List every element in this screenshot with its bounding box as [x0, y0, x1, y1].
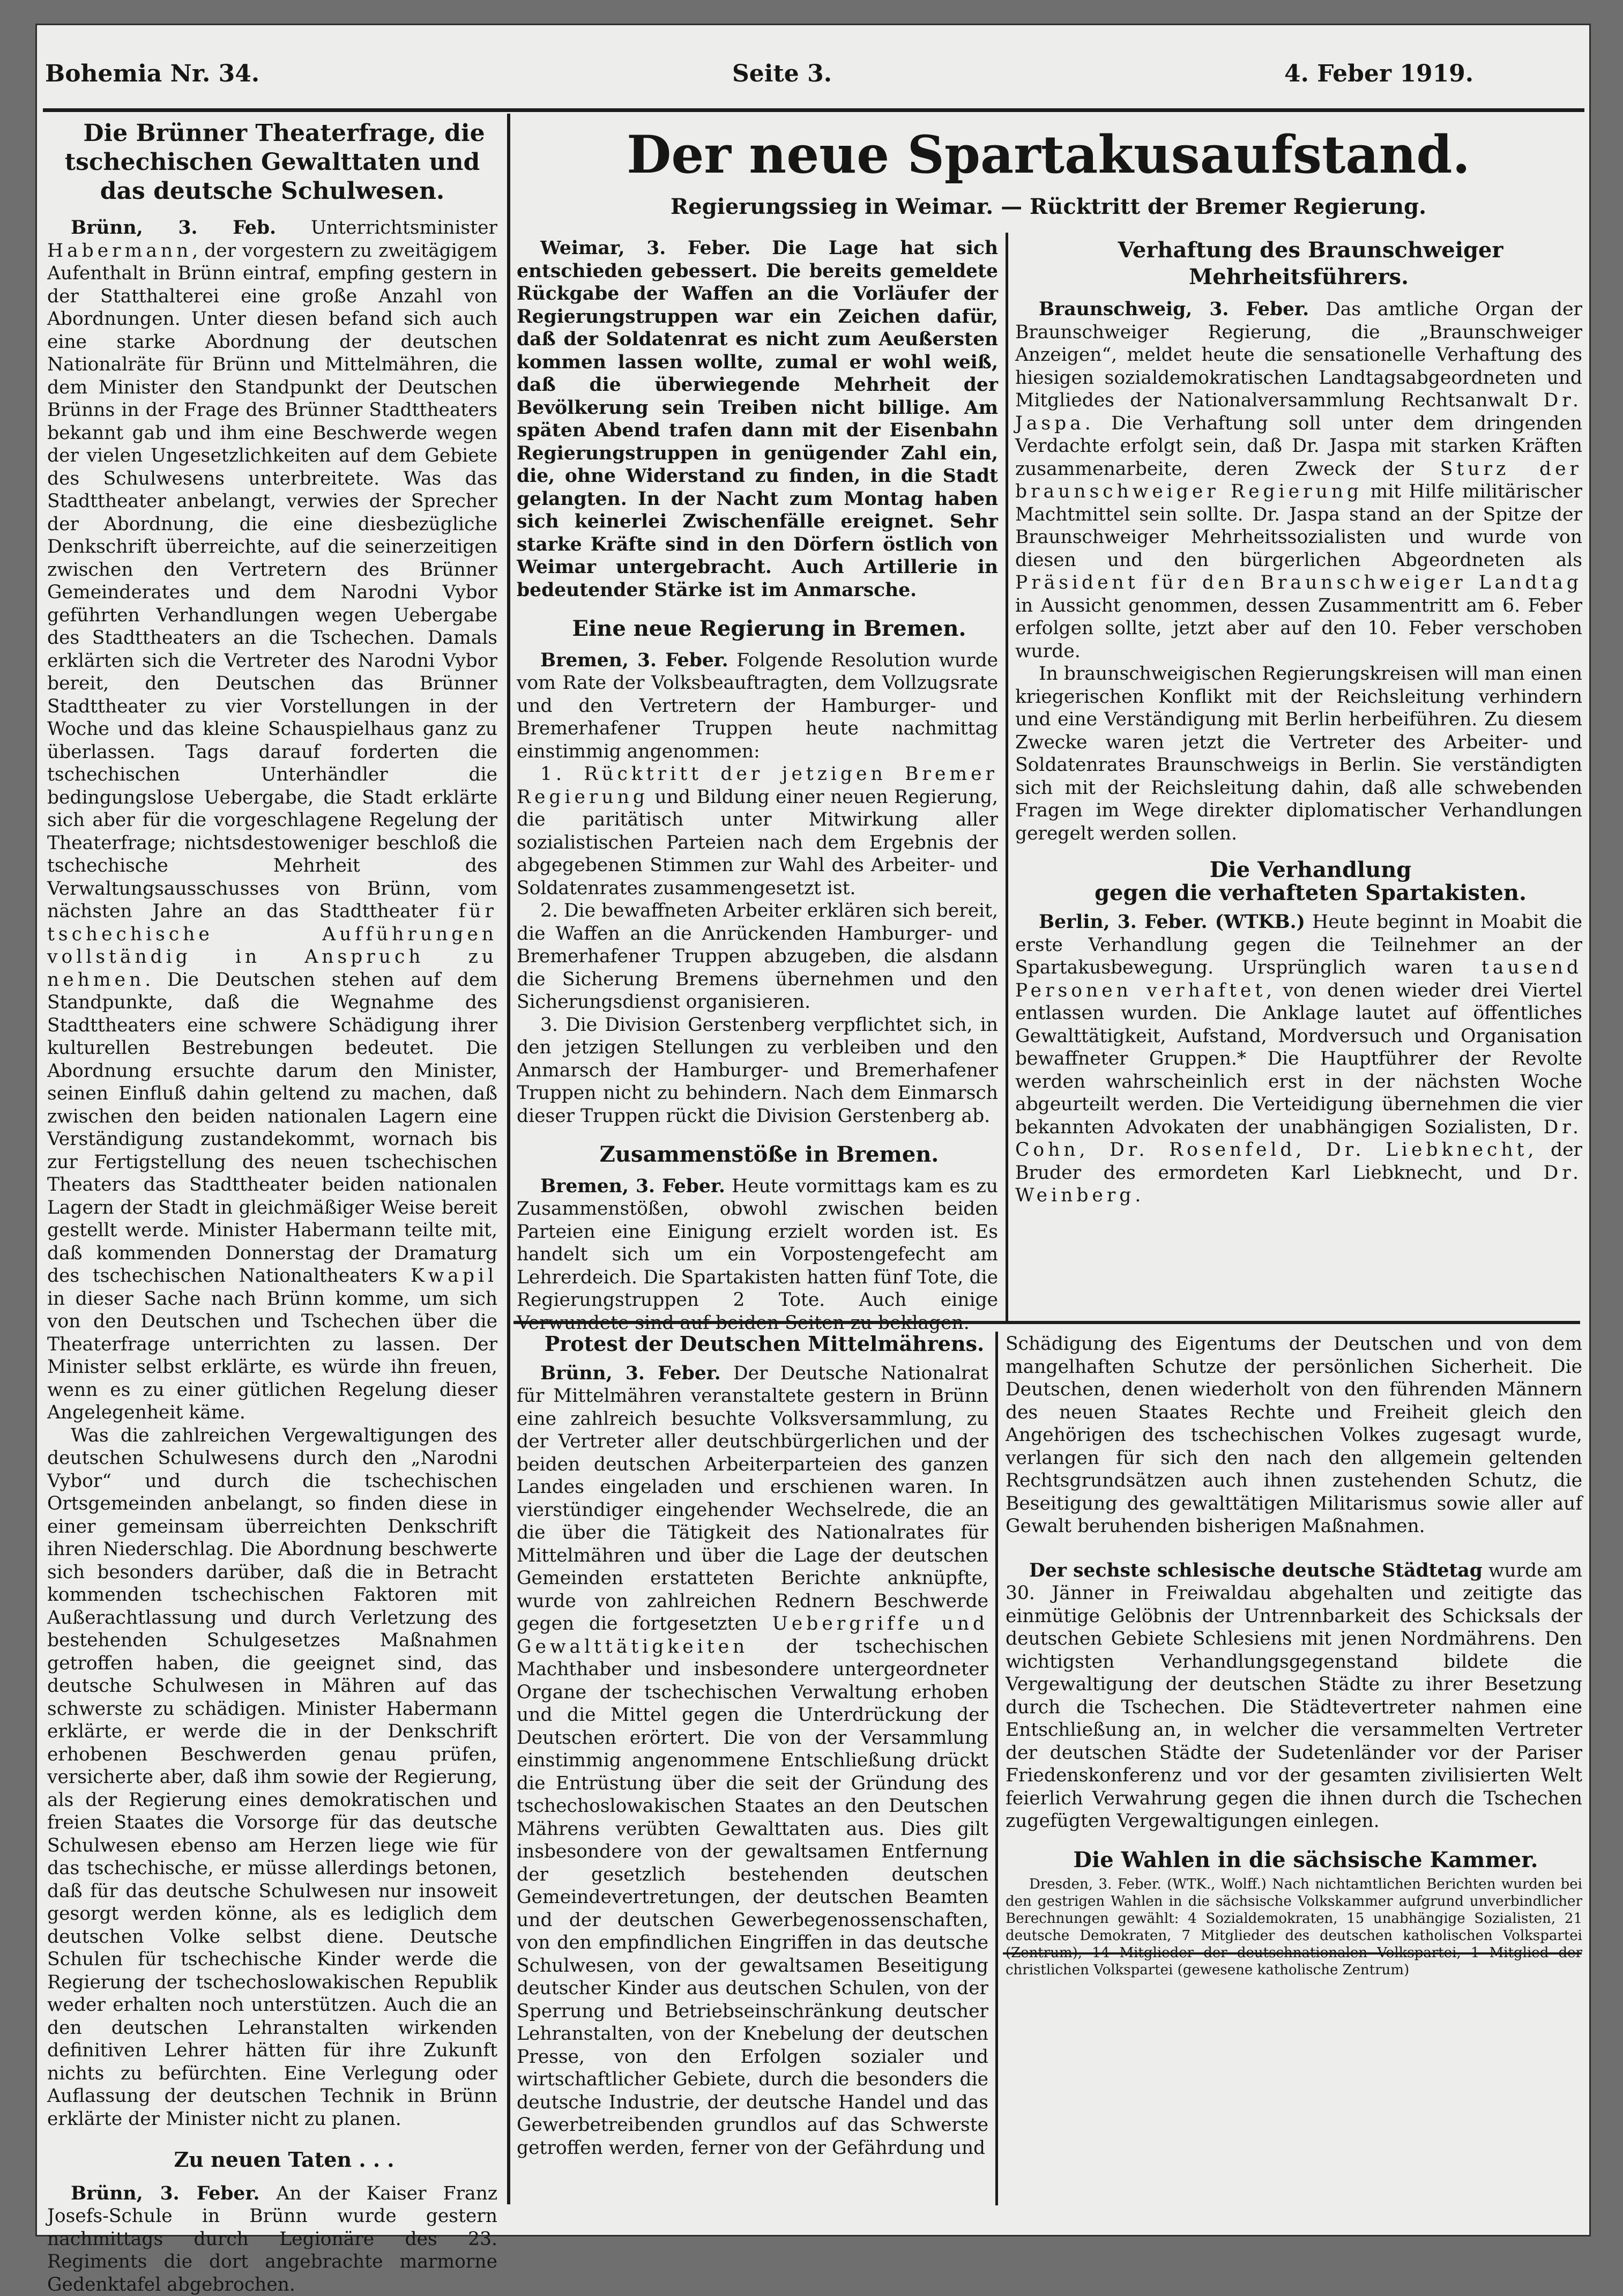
dateline: Berlin, 3. Feber. (WTKB.) [1039, 911, 1305, 933]
text: Die Lage hat sich entschieden gebessert. Die bereits gemeldete Rückgabe der Waffen an die Vorläufer der Regierungstruppen war ein Zeichen dafür, daß der Soldatenrat es nicht zum Aeußersten kommen lassen wollte, zumal er wohl weiß, daß die überwiegende Mehrheit der Bevölkerung sein Treiben nicht billige. Am späten Abend trafen dann mit der Eisenbahn Regierungstruppen in genügender Zahl ein, die, ohne Widerstand zu finden, in die Stadt gelangten. In der Nacht zum Montag haben sich keinerlei Zwischenfälle ereignet. Sehr starke Kräfte sind in den Dörfern östlich von Weimar untergebracht. Auch Artillerie in bedeutender Stärke ist im Anmarsche. [517, 237, 998, 601]
paragraph-small: Dresden, 3. Feber. (WTK., Wolff.) Nach nichtamtlichen Berichten wurden bei den gestrigen Wahlen in die sächsische Volkskammer aufgrund unverbindlicher Berechnungen gewählt: 4 Sozialdemokraten, 15 unabhängige Sozialisten, 21 deutsche Demokraten, 7 Mitglieder des deutschen katholischen Volkspartei (Zentrum), 14 Mitglieder der deutschnationalen Volkspartei, 1 Mitglied der christlichen Volkspartei (gewesene katholische Zentrum) [1006, 1876, 1582, 1978]
text: wurde am 30. Jänner in Freiwaldau abgehalten und zeitigte das einmütige Gelöbnis der Untrennbarkeit des Schicksals der deutschen Gebiete Schlesiens mit jenen Nordmährens. Den wichtigsten Verhandlungsgegenstand bildete die Vergewaltigung der deutschen Städte zu ihrer Besetzung durch die Tschechen. Die Städtevertreter nahmen eine Entschließung an, in welcher die versammelten Vertreter der deutschen Städte der Sudetenländer vor der Pariser Friedenskonferenz und vor der gesamten zivilisierten Welt feierlich Verwahrung gegen die ihnen durch die Tschechen zugefügten Vergewaltigungen einlegen. [1006, 1559, 1583, 1832]
dateline: Brünn, 3. Feber. [540, 1362, 721, 1384]
text: Heute beginnt in Moabit die erste Verhandlung gegen die Teilnehmer an der Spartakusbewegung. Ursprünglich waren [1015, 911, 1583, 978]
headline-bruenn-theater: Die Brünner Theaterfrage, die tschechischen Gewalttaten und das deutsche Schulwesen. [64, 120, 485, 205]
text: Der Deutsche Nationalrat für Mittelmähren veranstaltete gestern in Brünn eine zahlreich besuchte Volksversammlung, zu der Vertreter aller deutschbürgerlichen und der beiden deutschen Arbeiterparteien des ganzen Landes eingeladen und erschienen waren. In vierstündiger eingehender Wechselrede, die an die über die Tätigkeit des Nationalrates für Mittelmähren und über die Lage der deutschen Gemeinden erstatteten Berichte anknüpfte, wurde von zahlreichen Rednern Beschwerde gegen die fortgesetzten [517, 1362, 988, 1634]
paragraph: Schädigung des Eigentums der Deutschen und von dem mangelhaften Schutze der persönlichen Sicherheit. Die Deutschen, denen wiederholt von den führenden Männern des neuen Staates Rechte und Freiheit gleich den Angehörigen des tschechischen Volkes zugesagt wurde, verlangen für sich den nach den allgemein geltenden Rechtsgrundsätzen auch ihnen zustehenden Schutz, die Beseitigung des gewalttätigen Militarismus sowie aller auf Gewalt beruhenden bisherigen Maßnahmen. [1006, 1333, 1582, 1537]
column-rule-3 [995, 1332, 998, 2205]
staedtetag-lead: Der sechste schlesische deutsche Städtetag [1029, 1559, 1483, 1581]
names-advokaten: Dr. Cohn, Dr. Rosenfeld, Dr. Liebknecht [1015, 1116, 1582, 1161]
text: Das amtliche Organ der Braunschweiger Regierung, die „Braunschweiger Anzeigen“, meldet heute die sensationelle Verhaftung des hiesigen sozialdemokratischen Landtagsabgeordneten und Mitgliedes der Nationalversammlung Rechtsanwalt [1015, 299, 1583, 411]
text: in Aussicht genommen, dessen Zusammentritt am 6. Feber erfolgen sollte, jetzt aber auf den 10. Feber verschoben wurde. [1015, 595, 1582, 662]
headline-regierung-bremen: Eine neue Regierung in Bremen. [572, 616, 966, 641]
spaced-text: Sturz der braunschweiger Regierung [1015, 458, 1582, 502]
dateline: Weimar, 3. Feber. [540, 237, 751, 259]
article-continuation-staedtetag-sachsen [1006, 1333, 1582, 2201]
text: Heute vormittags kam es zu Zusammenstößen, obwohl zwischen beiden Parteien eine Einigung erzielt worden ist. Es handelt sich um ein Vorpostengefecht am Lehrerdeich. Die Spartakisten hatten fünf Tote, die Regierungstruppen 2 Tote. Auch einige Verwundete sind auf beiden Seiten zu beklagen. [517, 1175, 999, 1334]
page-header-page-number: Seite 3. [732, 60, 832, 87]
dateline: Brünn, 3. Feb. [71, 217, 277, 239]
text: . Die Deutschen stehen auf dem Standpunkte, daß die Wegnahme des Stadttheaters eine schwere Schädigung ihrer kulturellen Bestrebungen bedeutet. Die Abordnung ersuchte darum den Minister, seinen Einfluß dahin geltend zu machen, daß zwischen den beiden nationalen Lagern eine Verständigung zustandekommt, wornach bis zur Fertigstellung des neuen tschechischen Theaters das Stadttheater beiden nationalen Lagern der Stadt in gleichmäßiger Weise bereit gestellt werde. Minister Habermann teilte mit, daß kommenden Donnerstag der Dramaturg des tschechischen Nationaltheaters [47, 969, 497, 1287]
spaced-text: Uebergriffe und Gewalttätigkeiten [517, 1613, 989, 1658]
main-headline: Der neue Spartakusaufstand. [627, 124, 1470, 185]
text: Unterrichtsminister [310, 217, 498, 239]
text: , der vorgestern zu zweitägigem Aufenthalt in Brünn eintraf, empfing gestern in der Statthalterei eine große Anzahl von Abordnungen. Unter diesen befand sich auch eine starke Abordnung der deutschen Nationalräte für Brünn und Mittelmähren, die dem Minister den Standpunkt der Deutschen Brünns in der Frage des Brünner Stadttheaters bekannt gab und ihm eine Beschwerde wegen der vielen Ungesetzlichkeiten auf dem Gebiete des Schulwesens unterbreitete. Was das Stadttheater anbelangt, verwies der Sprecher der Abordnung, die eine diesbezügliche Denkschrift überreichte, auf die seinerzeitigen zwischen den Vertretern des Brünner Gemeinderates und dem Narodni Vybor geführten Verhandlungen wegen Uebergabe des Stadttheaters an die Tschechen. Damals erklärten sich die Vertreter des Narodni Vybor bereit, den Deutschen das Brünner Stadttheater zu vier Vorstellungen in der Woche und das kleine Schauspielhaus ganz zu überlassen. Tags darauf forderten die tschechischen Unterhändler die bedingungslose Uebergabe, die Stadt erklärte sich aber für die vorgeschlagene Regelung der Theaterfrage; nichtsdestoweniger beschloß die tschechische Mehrheit des Verwaltungsausschusses von Brünn, vom nächsten Jahre an das Stadttheater [47, 240, 497, 922]
headline-verhandlung-sub: gegen die verhafteten Spartakisten. [1095, 880, 1527, 905]
text: An der Kaiser Franz Josefs-Schule in Brünn wurde gestern nachmittags durch Legionäre des 23. Regiments die dort angebrachte marmorne Gedenktafel abgebrochen. [47, 2182, 497, 2295]
column-rule-2 [1006, 233, 1008, 1321]
dateline: Bremen, 3. Feber. [540, 1175, 725, 1197]
name-kwapil: Kwapil [410, 1265, 498, 1287]
header-rule [43, 108, 1584, 112]
headline-braunschweig: Verhaftung des Braunschweiger Mehrheitsführers. [1118, 237, 1503, 289]
text: , von denen wieder drei Viertel entlassen wurden. Die Anklage lautet auf öffentliches Gewalttätigkeit, Aufstand, Mordversuch und Organisation bewaffneter Gruppen.* Die Hauptführer der Revolte werden wahrscheinlich erst in der nächsten Woche abgeurteilt werden. Die Verteidigung übernehmen die vier bekannten Advokaten der unabhängigen Sozialisten, [1015, 979, 1582, 1138]
headline-verhandlung: Die Verhandlung [1209, 857, 1412, 882]
page-header-issue: Bohemia Nr. 34. [45, 60, 260, 87]
text: mit Hilfe militärischer Machtmittel sein sollte. Dr. Jaspa stand an der Spitze der Braunschweiger Mehrheitssozialisten und wurde von diesen und den bürgerlichen Abgeordneten als [1015, 481, 1582, 571]
text: in dieser Sache nach Brünn komme, um sich von den Deutschen und Tschechen über die Theaterfrage unterrichten zu lassen. Der Minister selbst erklärte, es würde ihn freuen, wenn es zu einer gütlichen Regelung dieser Angelegenheit käme. [47, 1288, 497, 1423]
text: , der Bruder des ermordeten Karl Liebknecht, und [1015, 1139, 1582, 1184]
article-protest-mittelmaehren [517, 1333, 988, 2201]
text: und Bildung einer neuen Regierung, die paritätisch unter Mitwirkung aller sozialistischen Parteien nach dem Ergebnis der abgegebenen Stimmen zur Wahl des Arbeiter- und Soldatenrates zusammengesetzt ist. [517, 786, 999, 899]
article-weimar-bremen [517, 237, 999, 1334]
paragraph: 3. Die Division Gerstenberg verpflichtet sich, in den jetzigen Stellungen zu verbleiben und den Anmarsch der Hamburger- und Bremerhafener Truppen nicht zu behindern. Nach dem Einmarsch dieser Truppen rückt die Division Gerstenberg ab. [517, 1014, 998, 1127]
page-header-date: 4. Feber 1919. [1284, 60, 1474, 87]
paragraph: 2. Die bewaffneten Arbeiter erklären sich bereit, die Waffen an die Anrückenden Hamburger- und Bremerhafener Truppen abzugeben, die alsdann die Sicherung Bremens übernehmen und den Sicherungsdienst organisieren. [517, 900, 998, 1013]
spaced-text: Präsident für den Braunschweiger Landtag [1015, 572, 1582, 593]
newspaper-page [35, 24, 1591, 2295]
column-rule-1 [507, 114, 510, 2204]
headline-zusammenstoesse: Zusammenstöße in Bremen. [599, 1142, 939, 1167]
text: . [1135, 1185, 1141, 1206]
spaced-text: tausend Personen verhaftet [1015, 957, 1583, 1001]
spaced-text: für tschechische Aufführungen vollständig in Anspruch zu nehmen [47, 901, 497, 991]
text: . Die Verhaftung soll unter dem dringenden Verdachte erfolgt sein, daß Dr. Jaspa mit starken Kräften zusammenarbeite, deren Zweck der [1015, 412, 1582, 480]
subheadline-neue-taten: Zu neuen Taten . . . [174, 2148, 394, 2172]
headline-protest: Protest der Deutschen Mittelmährens. [544, 1332, 985, 1356]
paragraph: In braunschweigischen Regierungskreisen will man einen kriegerischen Konflikt mit der Reichsleitung verhindern und eine Verständigung mit Berlin herbeiführen. Zu diesem Zwecke waren jetzt die Vertreter des Arbeiter- und Soldatenrates Braunschweigs in Berlin. Sie verständigten sich mit der Reichsleitung dahin, daß alle schwebenden Fragen im Wege direkter diplomatischer Verhandlungen geregelt werden sollen. [1015, 663, 1582, 844]
dateline: Braunschweig, 3. Feber. [1039, 299, 1309, 320]
main-subheadline: Regierungssieg in Weimar. — Rücktritt der Bremer Regierung. [671, 194, 1426, 219]
text: der tschechischen Machthaber und insbesondere untergeordneter Organe der tschechischen Verwaltung erhoben und die Mittel gegen die Unterdrückung der Deutschen erörtert. Die von der Versammlung einstimmig angenommene Entschließung drückt die Entrüstung über die seit der Gründung des tschechoslowakischen Staates an den Deutschen Mährens verübten Gewalttaten aus. Dies gilt insbesondere von der gewaltsamen Entfernung der gesetzlich bestehenden deutschen Gemeindevertretungen, der deutschen Beamten und der deutschen Gewerbegenossenschaften, von den empfindlichen Eingriffen in das deutsche Schulwesen, von der gewaltsamen Beseitigung deutscher Kinder aus deutschen Schulen, von der Sperrung und Betriebseinschränkung deutscher Lehranstalten, von der Knebelung der deutschen Presse, von den Erfolgen sozialer und wirtschaftlicher Gebiete, durch die besonders die deutsche Industrie, der deutsche Handel und das Gewerbetreibenden grundlos auf das Schwerste getroffen werden, ferner von der Gefährdung und [517, 1636, 989, 2159]
name-habermann: Habermann [47, 240, 192, 262]
headline-wahlen-sachsen: Die Wahlen in die sächsische Kammer. [1073, 1847, 1538, 1873]
spaced-text: 1. Rücktritt der jetzigen Bremer Regierung [517, 763, 998, 808]
name-weinberg: Dr. Weinberg [1015, 1162, 1582, 1206]
dateline: Brünn, 3. Feber. [71, 2182, 260, 2204]
dateline: Bremen, 3. Feber. [540, 649, 728, 671]
text: Folgende Resolution wurde vom Rate der Volksbeauftragten, dem Vollzugsrate und den Vertretern der Hamburger- und Bremerhafener Truppen heute nachmittag einstimmig angenommen: [517, 649, 999, 762]
paragraph: Was die zahlreichen Vergewaltigungen des deutschen Schulwesens durch den „Narodni Vybor“ und durch die tschechischen Ortsgemeinden anbelangt, so finden diese in einer gemeinsam überreichten Denkschrift ihren Niederschlag. Die Abordnung beschwerte sich besonders darüber, daß die in Betracht kommenden tschechischen Faktoren mit Außerachtlassung und durch Verletzung des bestehenden Schulgesetzes Maßnahmen getroffen haben, die geeignet sind, das deutsche Schulwesen in Mähren auf das schwerste zu schädigen. Minister Habermann erklärte, er werde die in der Denkschrift erhobenen Beschwerden genau prüfen, versicherte aber, daß ihm sowie der Regierung, als der Regierung eines demokratischen und freien Staates die Vorsorge für das deutsche Schulwesen ebenso am Herzen liege wie für das tschechische, er müsse allerdings betonen, daß für das deutsche Schulwesen nur insoweit gesorgt werden könne, als es lediglich dem deutschen Volke selbst diene. Deutsche Schulen für tschechische Kinder werde die Regierung der tschechoslowakischen Republik weder erhalten noch unterstützen. Auch die an den deutschen Lehranstalten wirkenden definitiven Lehrer hätten für ihre Zukunft nichts zu befürchten. Eine Verlegung oder Auflassung der deutschen Technik in Brünn erklärte der Minister nicht zu planen. [47, 1424, 497, 2130]
name-jaspa: Dr. Jaspa [1015, 390, 1583, 434]
article-bruenn-theater [47, 119, 498, 2295]
article-braunschweig-berlin [1015, 237, 1582, 1314]
